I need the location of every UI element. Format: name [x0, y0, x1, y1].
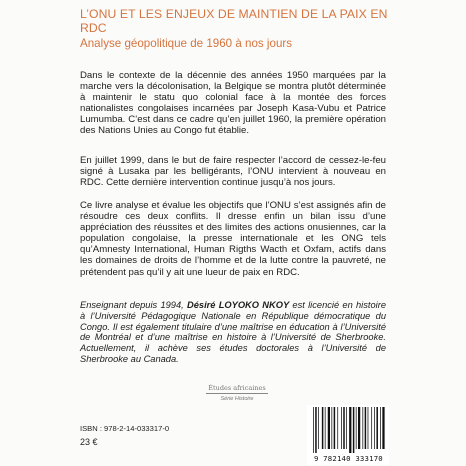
summary-paragraph-2: En juillet 1999, dans le but de faire respecter l’accord de cessez-le-feu signé à Lusaka par les belligérants, l’ONU intervient à nouveau en RDC. Cette dernière intervention continue jusqu’à nos jours.	[80, 155, 386, 189]
book-subtitle: Analyse géopolitique de 1960 à nos jours	[80, 37, 293, 50]
collection-name: Études africaines	[206, 384, 268, 394]
barcode-digits: 9 782140 333170	[314, 454, 383, 463]
author-biography	[80, 300, 386, 365]
isbn-number: ISBN : 978-2-14-033317-0	[80, 424, 170, 433]
price: 23 €	[80, 437, 98, 447]
barcode-bars-icon	[307, 405, 389, 453]
bio-intro: Enseignant depuis 1994,	[80, 300, 188, 310]
book-title: L’ONU ET LES ENJEUX DE MAINTIEN DE LA PAIX EN RDC	[80, 7, 388, 35]
summary-paragraph-3: Ce livre analyse et évalue les objectifs que l’ONU s’est assignés afin de résoudre ces deux conflits. Il dresse enfin un bilan issu d’une appréciation des réussites et des limites des actions onusiennes, car la population congolaise, la presse internationale et les ONG tels qu’Amnesty International, Human Rigths Wacth et Oxfam, actifs dans les domaines de droits de l’homme et de la lutte contre la pauvreté, ne prétendent pas qu’il y ait une lueur de paix en RDC.	[80, 200, 386, 278]
collection-series: Série Histoire	[220, 396, 254, 402]
bio-details: est licencié en histoire à l’Université Pédagogique Nationale en République démocratique du Congo. Il est également titulaire d’une maîtrise en éducation à l’Université de Montréal et d’une maîtrise en histoire à l’Université de Sherbrooke. Actuellement, il achève ses études doctorales à l’Université de Sherbrooke au Canada.	[80, 300, 386, 364]
summary-paragraph-1: Dans le contexte de la décennie des années 1950 marquées par la marche vers la décolonisation, la Belgique se montra plutôt déterminée à maintenir le statu quo colonial face à la montée des forces nationalistes congolaises incarnées par Joseph Kasa-Vubu et Patrice Lumumba. C’est dans ce cadre qu’en juillet 1960, la première opération des Nations Unies au Congo fut établie.	[80, 70, 386, 137]
author-name: Désiré LOYOKO NKOY	[187, 300, 290, 310]
collection-logo	[206, 384, 268, 402]
